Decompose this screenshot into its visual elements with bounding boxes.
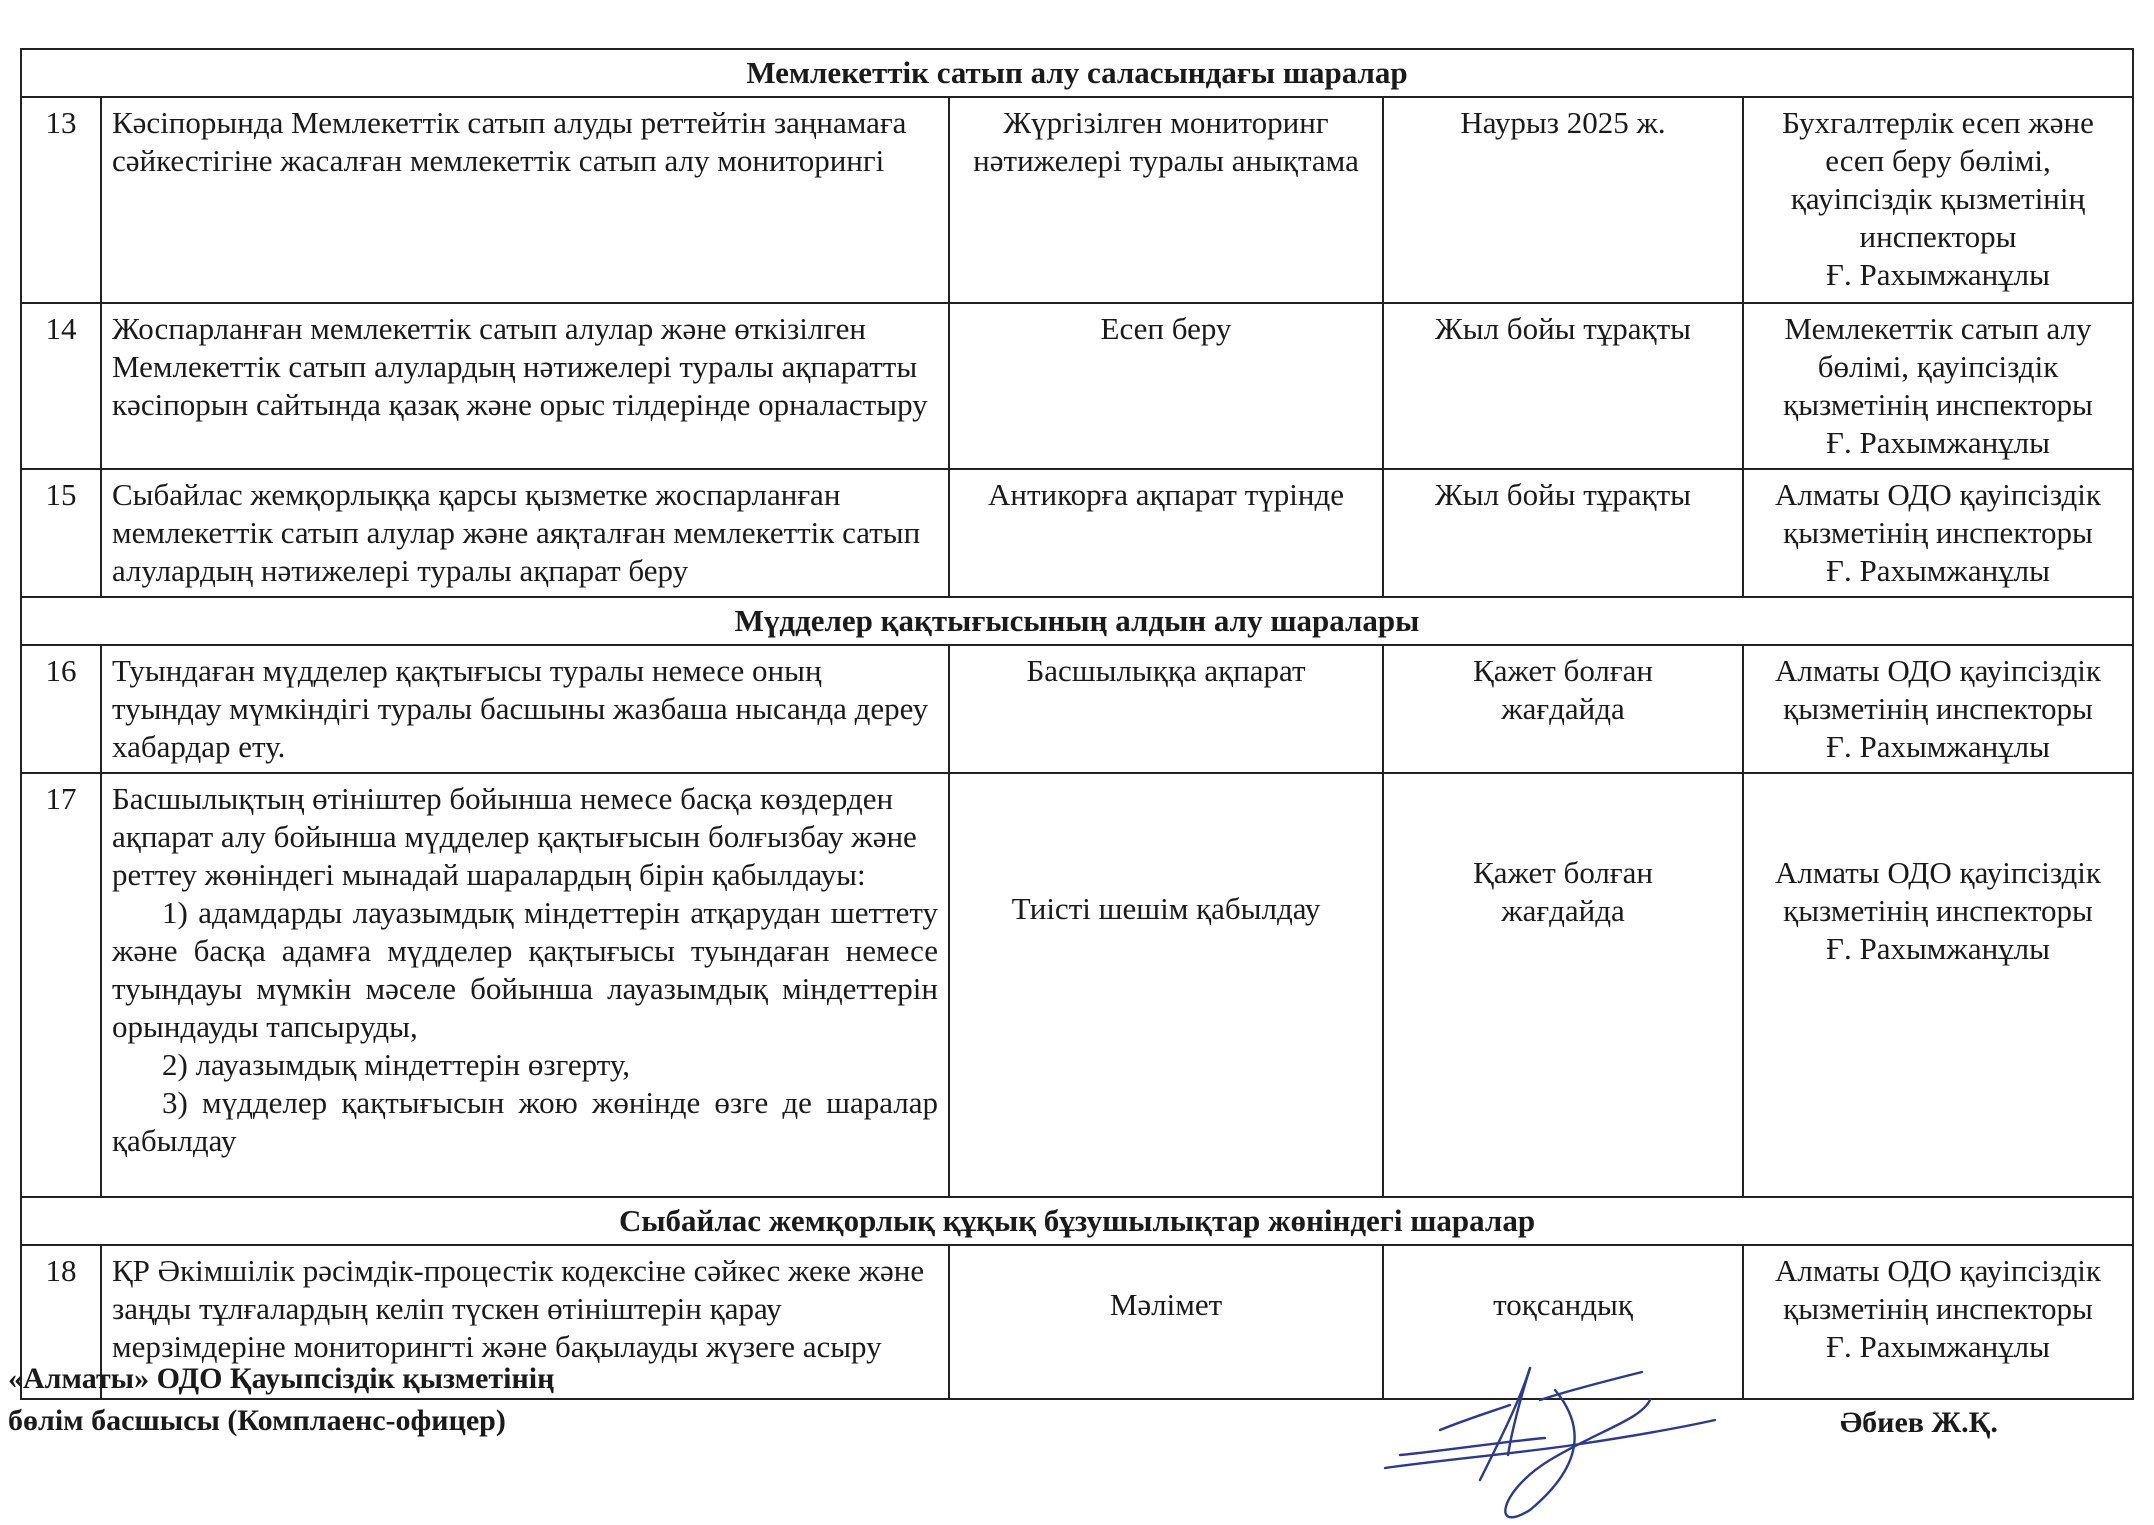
deadline-line: жағдайда xyxy=(1501,893,1625,928)
responsible-line: есеп беру бөлімі, xyxy=(1825,143,2051,178)
row-number: 18 xyxy=(21,1245,101,1399)
form-cell: Мәлімет xyxy=(949,1245,1383,1399)
deadline-cell: Жыл бойы тұрақты xyxy=(1383,469,1743,597)
responsible-line: Ғ. Рахымжанұлы xyxy=(1826,729,2050,764)
form-cell: Жүргізілген мониторинг нәтижелері туралы анықтама xyxy=(949,97,1383,303)
responsible-line: Ғ. Рахымжанұлы xyxy=(1826,553,2050,588)
deadline-cell: Жыл бойы тұрақты xyxy=(1383,303,1743,469)
measure-intro: Басшылықтың өтініштер бойынша немесе басқа көздерден ақпарат алу бойынша мүдделер қақтығысын болғызбау және реттеу жөніндегі мынадай шаралардың бірін қабылдауы: xyxy=(112,781,917,892)
measure-cell: Сыбайлас жемқорлыққа қарсы қызметке жоспарланған мемлекеттік сатып алулар және аяқталған мемлекеттік сатып алулардың нәтижелері туралы ақпарат беру xyxy=(101,469,949,597)
responsible-line: Алматы ОДО қауіпсіздік xyxy=(1775,653,2101,688)
responsible-line: Ғ. Рахымжанұлы xyxy=(1826,425,2050,460)
responsible-cell xyxy=(1743,645,2133,773)
table-row xyxy=(21,469,2133,597)
signatory-position xyxy=(8,1358,554,1442)
section-header-conflict xyxy=(21,597,2133,645)
table-row xyxy=(21,773,2133,1197)
responsible-line: Алматы ОДО қауіпсіздік xyxy=(1775,855,2101,890)
form-cell: Басшылыққа ақпарат xyxy=(949,645,1383,773)
section-header-procurement xyxy=(21,49,2133,97)
deadline-cell: Наурыз 2025 ж. xyxy=(1383,97,1743,303)
deadline-line: жағдайда xyxy=(1501,691,1625,726)
row-number: 13 xyxy=(21,97,101,303)
responsible-line: Алматы ОДО қауіпсіздік xyxy=(1775,1253,2101,1288)
responsible-line: Ғ. Рахымжанұлы xyxy=(1826,931,2050,966)
responsible-line: қызметінің инспекторы xyxy=(1783,515,2093,550)
table-row xyxy=(21,645,2133,773)
form-cell: Антикорға ақпарат түрінде xyxy=(949,469,1383,597)
responsible-line: Бухгалтерлік есеп және xyxy=(1782,105,2094,140)
responsible-cell xyxy=(1743,97,2133,303)
responsible-line: қызметінің инспекторы xyxy=(1783,387,2093,422)
position-line: «Алматы» ОДО Қауыпсіздік қызметінің xyxy=(8,1362,555,1395)
measure-cell xyxy=(101,773,949,1197)
measure-cell: Кәсіпорында Мемлекеттік сатып алуды реттейтін заңнамаға сәйкестігіне жасалған мемлекеттік сатып алу мониторингі xyxy=(101,97,949,303)
form-cell: Тиісті шешім қабылдау xyxy=(949,773,1383,1197)
measure-cell: Жоспарланған мемлекеттік сатып алулар және өткізілген Мемлекеттік сатып алулардың нәтижелері туралы ақпаратты кәсіпорын сайтында қазақ және орыс тілдерінде орналастыру xyxy=(101,303,949,469)
responsible-line: Алматы ОДО қауіпсіздік xyxy=(1775,477,2101,512)
table-row xyxy=(21,303,2133,469)
responsible-cell xyxy=(1743,303,2133,469)
section-title: Сыбайлас жемқорлық құқық бұзушылықтар жөніндегі шаралар xyxy=(21,1197,2133,1245)
section-header-violations xyxy=(21,1197,2133,1245)
row-number: 17 xyxy=(21,773,101,1197)
row-number: 15 xyxy=(21,469,101,597)
position-line: бөлім басшысы (Комплаенс-офицер) xyxy=(8,1404,506,1437)
responsible-cell xyxy=(1743,469,2133,597)
responsible-line: инспекторы xyxy=(1859,219,2017,254)
handwritten-signature xyxy=(1380,1360,1720,1520)
row-number: 16 xyxy=(21,645,101,773)
section-title: Мүдделер қақтығысының алдын алу шаралары xyxy=(21,597,2133,645)
deadline-cell xyxy=(1383,773,1743,1197)
responsible-cell xyxy=(1743,1245,2133,1399)
responsible-line: қызметінің инспекторы xyxy=(1783,893,2093,928)
measure-list-item: 3) мүдделер қақтығысын жою жөнінде өзге де шаралар қабылдау xyxy=(112,1085,938,1158)
deadline-line: Қажет болған xyxy=(1473,653,1653,688)
responsible-line: қызметінің инспекторы xyxy=(1783,1291,2093,1326)
measures-table xyxy=(20,48,2134,1400)
deadline-cell xyxy=(1383,645,1743,773)
responsible-line: Ғ. Рахымжанұлы xyxy=(1826,257,2050,292)
measure-cell: Туындаған мүдделер қақтығысы туралы немесе оның туындау мүмкіндігі туралы басшыны жазбаша нысанда дереу хабардар ету. xyxy=(101,645,949,773)
measure-list-item: 2) лауазымдық міндеттерін өзгерту, xyxy=(162,1047,631,1082)
table-row xyxy=(21,97,2133,303)
responsible-line: қауіпсіздік қызметінің xyxy=(1790,181,2086,216)
signatory-name: Әбиев Ж.Қ. xyxy=(1840,1406,1998,1439)
section-title: Мемлекеттік сатып алу саласындағы шаралар xyxy=(21,49,2133,97)
measure-cell: ҚР Әкімшілік рәсімдік-процестік кодексіне сәйкес жеке және заңды тұлғалардың келіп түскен өтініштерін қарау мерзімдеріне мониторингті және бақылауды жүзеге асыру xyxy=(101,1245,949,1399)
responsible-line: қызметінің инспекторы xyxy=(1783,691,2093,726)
responsible-line: бөлімі, қауіпсіздік xyxy=(1817,349,2059,384)
form-cell: Есеп беру xyxy=(949,303,1383,469)
deadline-line: Қажет болған xyxy=(1473,855,1653,890)
row-number: 14 xyxy=(21,303,101,469)
measure-list-item: 1) адамдарды лауазымдық міндеттерін атқарудан шеттету және басқа адамға мүдделер қақтығысы туындаған немесе туындауы мүмкін мәселе бойынша лауазымдық міндеттерін орындауды тапсыруды, xyxy=(112,895,938,1044)
responsible-line: Мемлекеттік сатып алу xyxy=(1784,311,2092,346)
responsible-cell xyxy=(1743,773,2133,1197)
deadline-cell: тоқсандық xyxy=(1383,1245,1743,1399)
responsible-line: Ғ. Рахымжанұлы xyxy=(1826,1329,2050,1364)
